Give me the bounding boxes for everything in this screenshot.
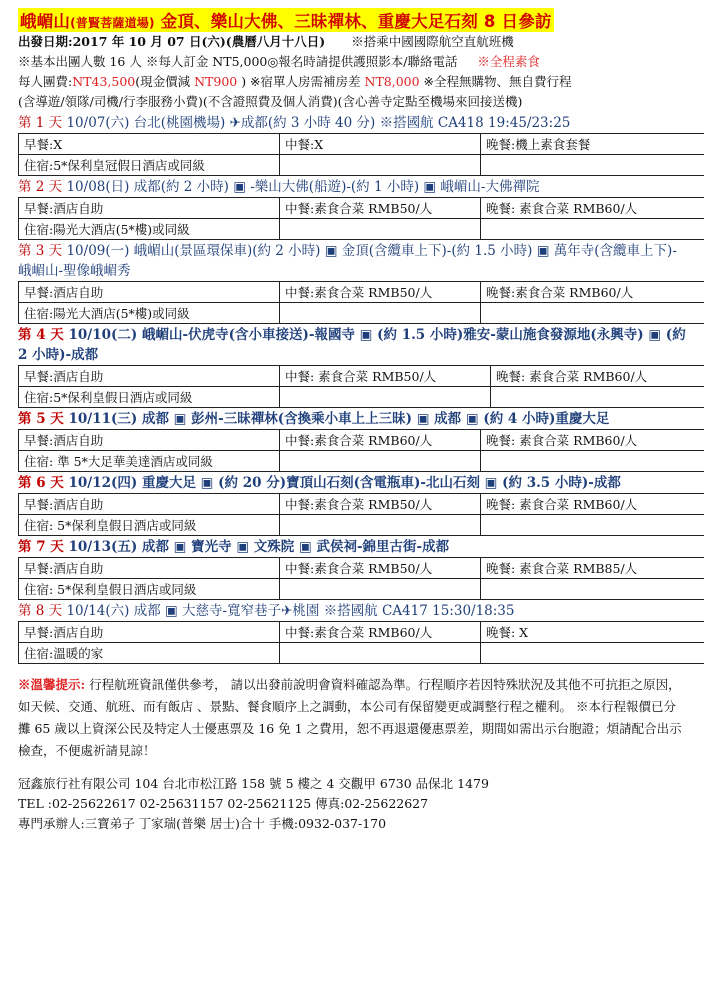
title-part1: 峨嵋山: [20, 12, 71, 31]
day-3-meals-table: [18, 281, 704, 324]
day-2-heading: [18, 177, 686, 197]
lunch-cell: 中餐:X: [280, 134, 481, 155]
hotel-cell: 住宿:5*保利皇冠假日酒店或同級: [19, 155, 280, 176]
breakfast-cell: 早餐:酒店自助: [19, 198, 280, 219]
empty-cell: [491, 387, 704, 408]
day-route: 10/07(六) 台北(桃園機場) ✈成都(約 3 小時 40 分) ※搭國航 CA418 19:45/23:25: [62, 115, 571, 131]
hotel-row: [19, 451, 704, 472]
cash-discount-value: NT900: [194, 74, 238, 89]
day-number: 第 7 天: [18, 539, 64, 555]
dinner-cell: 晚餐:素食合菜 RMB60/人: [481, 282, 704, 303]
group-info-line: [18, 52, 686, 72]
hotel-cell: 住宿: 5*保利皇假日酒店或同級: [19, 579, 280, 600]
day-route: 10/12(四) 重慶大足 ▣ (約 20 分)寶頂山石刻(含電瓶車)-北山石刻 ▣ (約 3.5 小時)-成都: [63, 475, 621, 491]
meals-row: [19, 430, 704, 451]
empty-cell: [481, 515, 704, 536]
dinner-cell: 晚餐: 素食合菜 RMB60/人: [491, 366, 704, 387]
single-room-label: ) ※宿單人房需補房差: [237, 74, 365, 89]
day-number: 第 5 天: [18, 411, 64, 427]
day-route: 10/10(二) 峨嵋山-伏虎寺(含小車接送)-報國寺 ▣ (約 1.5 小時)雅安-蒙山施食發源地(永興寺) ▣ (約 2 小時)-成都: [18, 327, 686, 363]
hotel-cell: 住宿: 準 5*大足華美達酒店或同級: [19, 451, 280, 472]
notes-text: 行程航班資訊僅供參考， 請以出發前說明會資料確認為準。行程順序若因特殊狀況及其他不可抗拒之原因， 如天候、交通、航班、而有飯店 、景點、餐食順序上之調動，本公司有保留變更或調整行程之權利。 ※本行程報價已分攤 65 歲以上資深公民及特定人士優惠票及 16 免 1 之費用，恕不再退還優惠票差，期間如需出示台胞證；煩請配合出示檢查，不便處祈請見諒！: [18, 677, 682, 758]
lunch-cell: 中餐: 素食合菜 RMB50/人: [280, 366, 491, 387]
lunch-cell: 中餐:素食合菜 RMB50/人: [280, 282, 481, 303]
day-5-meals-table: [18, 429, 704, 472]
breakfast-cell: 早餐:X: [19, 134, 280, 155]
no-shopping-note: ※全程無購物、無自費行程: [419, 74, 572, 89]
empty-cell: [280, 515, 481, 536]
lunch-cell: 中餐:素食合菜 RMB60/人: [280, 622, 481, 643]
footer-company: 冠鑫旅行社有限公司 104 台北市松江路 158 號 5 樓之 4 交觀甲 6730 品保北 1479: [18, 776, 489, 791]
day-5-heading: [18, 409, 686, 429]
hotel-row: [19, 515, 704, 536]
day-number: 第 8 天: [18, 603, 63, 619]
day-6-meals-table: [18, 493, 704, 536]
notes-label: ※溫馨提示:: [18, 677, 86, 692]
day-4-heading: [18, 325, 686, 365]
inclusions-line: (含導遊/領隊/司機/行李服務小費)(不含證照費及個人消費)(含心善寺定點至機場來回接送機): [18, 94, 523, 109]
day-3-heading: [18, 241, 686, 281]
breakfast-cell: 早餐:酒店自助: [19, 282, 280, 303]
dinner-cell: 晚餐: 素食合菜 RMB85/人: [481, 558, 704, 579]
dinner-cell: 晚餐:機上素食套餐: [481, 134, 704, 155]
day-number: 第 1 天: [18, 115, 63, 131]
hotel-row: [19, 219, 704, 240]
lunch-cell: 中餐:素食合菜 RMB50/人: [280, 494, 481, 515]
itinerary-days: [18, 113, 686, 664]
empty-cell: [481, 303, 704, 324]
meals-row: [19, 366, 704, 387]
meals-row: [19, 282, 704, 303]
day-route: 10/11(三) 成都 ▣ 彭州-三昧禪林(含換乘小車上上三昧) ▣ 成都 ▣ (約 4 小時)重慶大足: [63, 411, 610, 427]
day-number: 第 3 天: [18, 243, 63, 259]
departure-date: 出發日期:2017 年 10 月 07 日(六)(農曆八月十八日): [18, 34, 326, 49]
title-part3: 金頂、樂山大佛、三昧禪林、重慶大足石刻 8 日參訪: [154, 12, 552, 31]
day-route: 10/09(一) 峨嵋山(景區環保車)(約 2 小時) ▣ 金頂(含纜車上下)-(約 1.5 小時) ▣ 萬年寺(含纜車上下)-峨嵋山-聖像峨嵋秀: [18, 243, 677, 279]
page-title: [18, 8, 554, 32]
itinerary-page: [18, 8, 686, 834]
day-8-meals-table: [18, 621, 704, 664]
group-info: ※基本出團人數 16 人 ※每人訂金 NT5,000◎報名時請提供護照影本/聯絡電話: [18, 54, 458, 69]
breakfast-cell: 早餐:酒店自助: [19, 558, 280, 579]
price-label: 每人團費:: [18, 74, 73, 89]
dinner-cell: 晚餐: 素食合菜 RMB60/人: [481, 430, 704, 451]
single-room-value: NT8,000: [364, 74, 420, 89]
day-1-meals-table: [18, 133, 704, 176]
meals-row: [19, 558, 704, 579]
hotel-row: [19, 579, 704, 600]
hotel-row: [19, 303, 704, 324]
day-route: 10/13(五) 成都 ▣ 寶光寺 ▣ 文殊院 ▣ 武侯祠-錦里古街-成都: [63, 539, 450, 555]
empty-cell: [280, 387, 491, 408]
empty-cell: [481, 579, 704, 600]
footer-phone: TEL :02-25622617 02-25631157 02-25621125 傳真:02-25622627: [18, 796, 429, 811]
notes-section: [18, 674, 686, 762]
day-route: 10/08(日) 成都(約 2 小時) ▣ -樂山大佛(船遊)-(約 1 小時) ▣ 峨嵋山-大佛禪院: [62, 179, 540, 195]
dinner-cell: 晚餐: 素食合菜 RMB60/人: [481, 494, 704, 515]
hotel-cell: 住宿: 5*保利皇假日酒店或同級: [19, 515, 280, 536]
hotel-cell: 住宿:5*保利皇假日酒店或同級: [19, 387, 280, 408]
hotel-row: [19, 387, 704, 408]
airline-note: ※搭乘中國國際航空直航班機: [351, 34, 514, 49]
day-number: 第 6 天: [18, 475, 64, 491]
breakfast-cell: 早餐:酒店自助: [19, 494, 280, 515]
hotel-cell: 住宿:陽光大酒店(5*樓)或同級: [19, 219, 280, 240]
day-7-heading: [18, 537, 686, 557]
breakfast-cell: 早餐:酒店自助: [19, 430, 280, 451]
empty-cell: [280, 579, 481, 600]
vegetarian-note: ※全程素食: [477, 54, 540, 69]
empty-cell: [280, 155, 481, 176]
day-number: 第 4 天: [18, 327, 64, 343]
empty-cell: [280, 643, 481, 664]
hotel-row: [19, 155, 704, 176]
day-8-heading: [18, 601, 686, 621]
lunch-cell: 中餐:素食合菜 RMB60/人: [280, 430, 481, 451]
breakfast-cell: 早餐:酒店自助: [19, 622, 280, 643]
cash-discount-label: (現金價減: [135, 74, 195, 89]
empty-cell: [280, 219, 481, 240]
lunch-cell: 中餐:素食合菜 RMB50/人: [280, 558, 481, 579]
footer: [18, 774, 686, 834]
price-line: [18, 72, 686, 92]
lunch-cell: 中餐:素食合菜 RMB50/人: [280, 198, 481, 219]
day-4-meals-table: [18, 365, 704, 408]
meals-row: [19, 622, 704, 643]
meals-row: [19, 494, 704, 515]
day-1-heading: [18, 113, 686, 133]
empty-cell: [481, 155, 704, 176]
day-2-meals-table: [18, 197, 704, 240]
meals-row: [19, 134, 704, 155]
hotel-cell: 住宿:陽光大酒店(5*樓)或同級: [19, 303, 280, 324]
breakfast-cell: 早餐:酒店自助: [19, 366, 280, 387]
footer-contact: 專門承辦人:三寶弟子 丁家瑞(普樂 居士)合十 手機:0932-037-170: [18, 816, 387, 831]
dinner-cell: 晚餐: 素食合菜 RMB60/人: [481, 198, 704, 219]
day-route: 10/14(六) 成都 ▣ 大慈寺-寬窄巷子✈桃園 ※搭國航 CA417 15:30/18:35: [62, 603, 515, 619]
day-7-meals-table: [18, 557, 704, 600]
empty-cell: [481, 219, 704, 240]
hotel-cell: 住宿:溫暖的家: [19, 643, 280, 664]
hotel-row: [19, 643, 704, 664]
title-part2: (普賢菩薩道場): [70, 16, 155, 30]
meals-row: [19, 198, 704, 219]
day-number: 第 2 天: [18, 179, 63, 195]
departure-line: [18, 32, 686, 52]
empty-cell: [481, 643, 704, 664]
price-value: NT43,500: [72, 74, 136, 89]
dinner-cell: 晚餐: X: [481, 622, 704, 643]
empty-cell: [280, 303, 481, 324]
day-6-heading: [18, 473, 686, 493]
empty-cell: [280, 451, 481, 472]
empty-cell: [481, 451, 704, 472]
